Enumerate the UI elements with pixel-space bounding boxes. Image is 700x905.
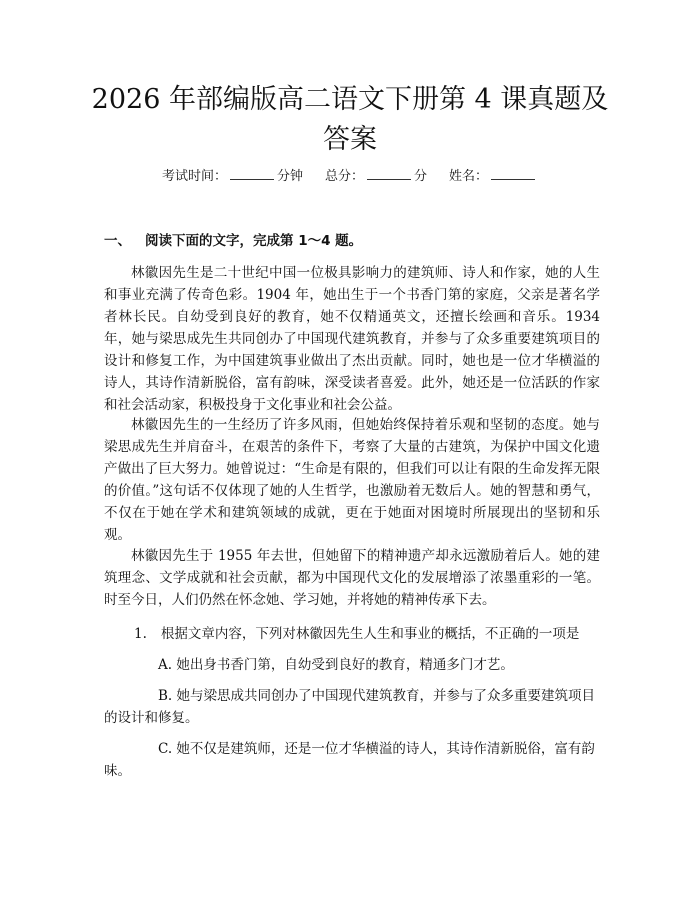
section-heading — [104, 231, 362, 251]
option-c: C. 她不仅是建筑师，还是一位才华横溢的诗人，其诗作清新脱俗，富有韵味。 — [104, 741, 595, 779]
name-label: 姓名： — [449, 169, 489, 184]
passage-paragraph-2: 林徽因先生的一生经历了许多风雨，但她始终保持着乐观和坚韧的态度。她与梁思成先生并肩奋斗，在艰苦的条件下，考察了大量的古建筑，为保护中国文化遗产做出了巨大努力。她曾说过：“生命是有限的，但我们可以让有限的生命发挥无限的价值。”这句话不仅体现了她的人生哲学，也激励着无数后人。她的智慧和勇气，不仅在于她在学术和建筑领域的成就，更在于她面对困境时所展现出的坚韧和乐观。 — [104, 417, 600, 543]
question-text: 根据文章内容，下列对林徽因先生人生和事业的概括，不正确的一项是 — [160, 626, 580, 642]
passage-paragraph-3: 林徽因先生于 1955 年去世，但她留下的精神遗产却永远激励着后人。她的建筑理念、文学成就和社会贡献，都为中国现代文化的发展增添了浓墨重彩的一笔。时至今日，人们仍然在怀念她、学习她，并将她的精神传承下去。 — [104, 548, 600, 608]
exam-info-line — [0, 167, 700, 187]
time-blank — [230, 167, 274, 180]
name-blank — [491, 167, 535, 180]
document-title: 2026 年部编版高二语文下册第 4 课真题及答案 — [91, 84, 609, 155]
score-unit: 分 — [414, 169, 428, 184]
time-unit: 分钟 — [276, 169, 303, 184]
question-number: 1. — [134, 626, 147, 642]
option-a: A. 她出身书香门第，自幼受到良好的教育，精通多门才艺。 — [158, 657, 514, 673]
time-label: 考试时间： — [161, 169, 227, 184]
score-label: 总分： — [324, 169, 364, 184]
passage-paragraph-1: 林徽因先生是二十世纪中国一位极具影响力的建筑师、诗人和作家，她的人生和事业充满了传奇色彩。1904 年，她出生于一个书香门第的家庭，父亲是著名学者林长民。自幼受到良好的教育，她不仅精通英文，还擅长绘画和音乐。1934 年，她与梁思成先生共同创办了中国现代建筑教育，并参与了众多重要建筑项目的设计和修复工作，为中国建筑事业做出了杰出贡献。同时，她也是一位才华横溢的诗人，其诗作清新脱俗，富有韵味，深受读者喜爱。此外，她还是一位活跃的作家和社会活动家，积极投身于文化事业和社会公益。 — [104, 265, 600, 413]
score-blank — [367, 167, 411, 180]
section-instruction: 阅读下面的文字，完成第 1～4 题。 — [145, 233, 363, 249]
option-b: B. 她与梁思成共同创办了中国现代建筑教育，并参与了众多重要建筑项目的设计和修复。 — [104, 688, 596, 726]
section-number: 一、 — [104, 233, 131, 249]
question-1-stem — [134, 623, 579, 645]
